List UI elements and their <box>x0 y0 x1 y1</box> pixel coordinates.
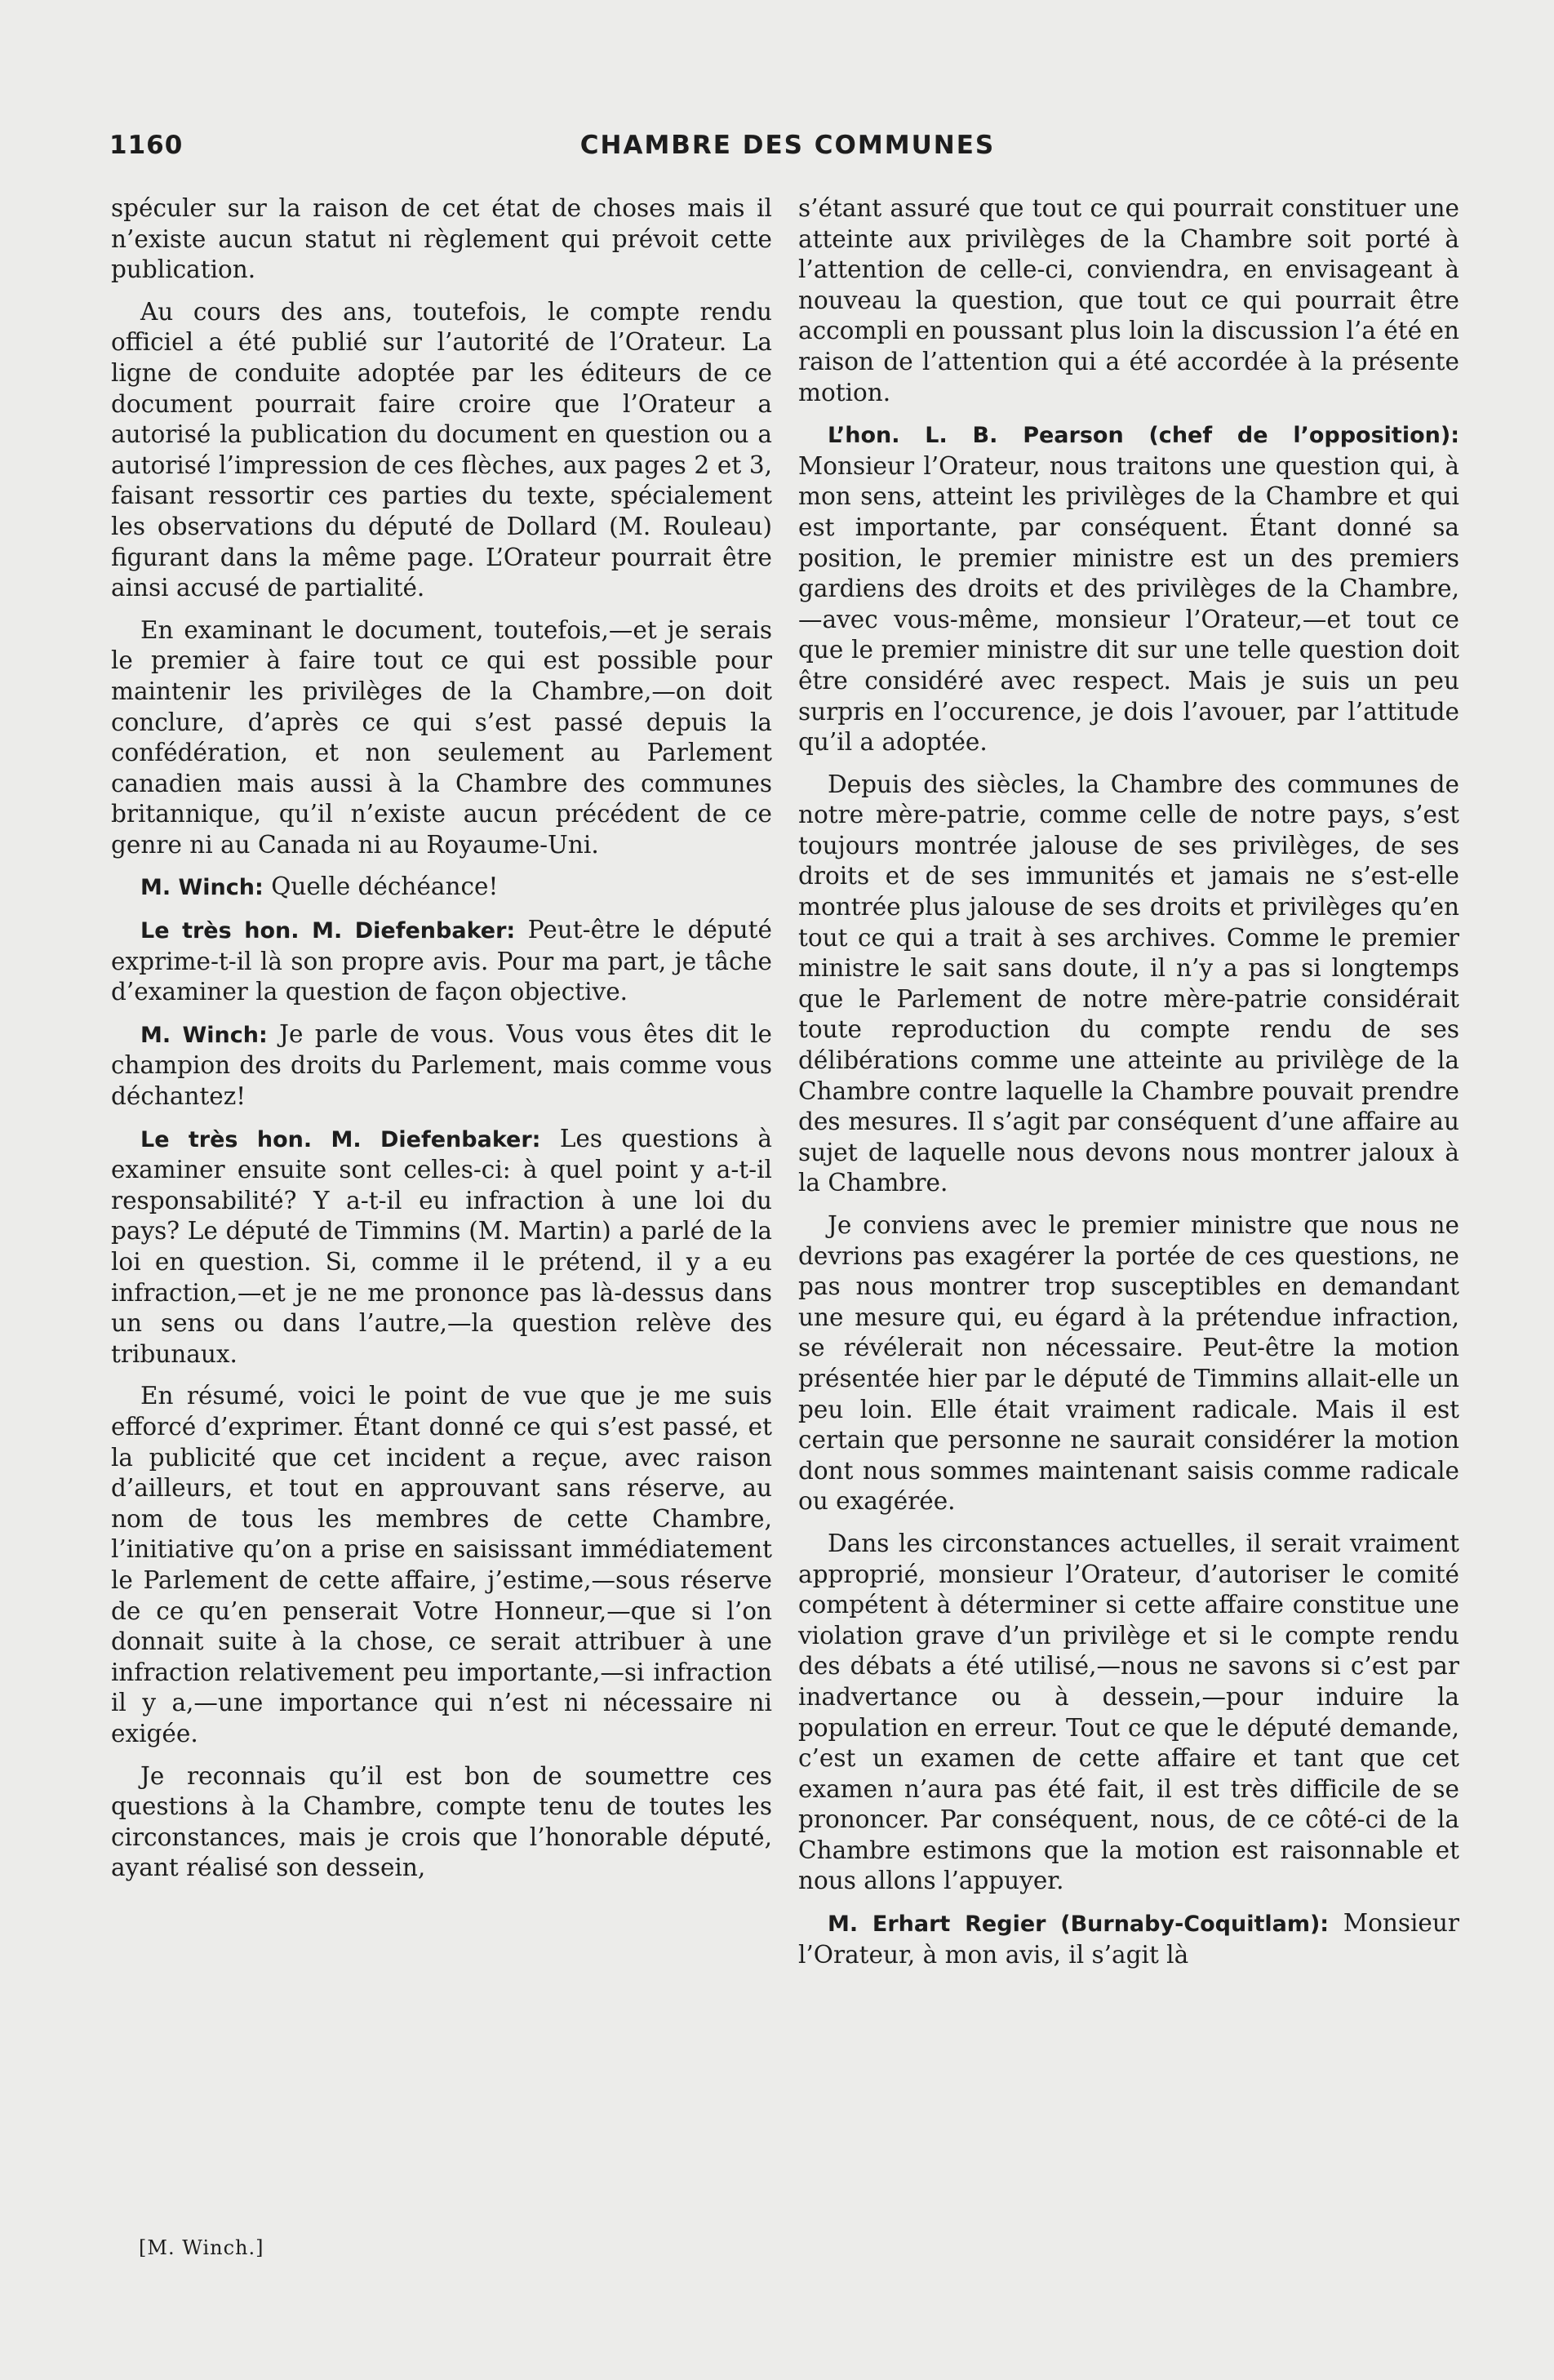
speech <box>798 420 1459 758</box>
speech-text: Je parle de vous. Vous vous êtes dit le champion des droits du Parlement, mais comme vous déchantez! <box>111 1019 772 1111</box>
speech <box>798 1908 1459 1970</box>
speaker-name: Le très hon. M. Diefenbaker: <box>140 1126 541 1152</box>
paragraph-text: Je reconnais qu’il est bon de soumettre ces questions à la Chambre, compte tenu de toutes les circonstances, mais je crois que l’honorable député, ayant réalisé son dessein, <box>111 1761 772 1882</box>
speech-text: Quelle déchéance! <box>271 873 499 901</box>
page-number: 1160 <box>109 131 184 160</box>
paragraph <box>798 770 1459 1199</box>
paragraph <box>111 615 772 861</box>
paragraph <box>111 297 772 604</box>
paragraph <box>111 193 772 286</box>
speech <box>111 1019 772 1112</box>
speaker-name: M. Winch: <box>140 1022 268 1048</box>
right-column <box>798 193 1459 1982</box>
speaker-name: Le très hon. M. Diefenbaker: <box>140 918 516 944</box>
paragraph-text: Dans les circonstances actuelles, il serait vraiment approprié, monsieur l’Orateur, d’autoriser le comité compétent à déterminer si cette affaire constitue une violation grave d’un privilège et si le compte rendu des débats a été utilisé,—nous ne savons si c’est par inadvertance ou à dessein,—pour induire la population en erreur. Tout ce que le député demande, c’est un examen de cette affaire et tant que cet examen n’aura pas été fait, il est très difficile de se prononcer. Par conséquent, nous, de ce côté-ci de la Chambre estimons que la motion est raisonnable et nous allons l’appuyer. <box>798 1529 1459 1895</box>
paragraph-text: Au cours des ans, toutefois, le compte rendu officiel a été publié sur l’autorité de l’Orateur. La ligne de conduite adoptée par les éditeurs de ce document pourrait faire croire que l’Orateur a autorisé la publication du document en question ou a autorisé l’impression de ces flèches, aux pages 2 et 3, faisant ressortir ces parties du texte, spécialement les observations du député de Dollard (M. Rouleau) figurant dans la même page. L’Orateur pourrait être ainsi accusé de partialité. <box>111 297 772 602</box>
paragraph <box>798 1529 1459 1897</box>
paragraph <box>111 1381 772 1749</box>
paragraph-text: En résumé, voici le point de vue que je me suis efforcé d’exprimer. Étant donné ce qui s’est passé, et la publicité que cet incident a reçue, avec raison d’ailleurs, et tout en approuvant sans réserve, au nom de tous les membres de cette Chambre, l’initiative qu’on a prise en saisissant immédiatement le Parlement de cette affaire, j’estime,—sous réserve de ce qu’en penserait Votre Honneur,—que si l’on donnait suite à la chose, ce serait attribuer à une infraction relativement peu importante,—si infraction il y a,—une importance qui n’est ni nécessaire ni exigée. <box>111 1382 772 1747</box>
paragraph <box>798 193 1459 408</box>
speech-text: Monsieur l’Orateur, à mon avis, il s’agit là <box>798 1909 1459 1969</box>
speaker-name: L’hon. L. B. Pearson (chef de l’opposition): <box>828 423 1459 449</box>
paragraph-text: En examinant le document, toutefois,—et je serais le premier à faire tout ce qui est possible pour maintenir les privilèges de la Chambre,—on doit conclure, d’après ce qui s’est passé depuis la confédération, et non seulement au Parlement canadien mais aussi à la Chambre des communes britannique, qu’il n’existe aucun précédent de ce genre ni au Canada ni au Royaume-Uni. <box>111 615 772 859</box>
running-head <box>109 131 1466 163</box>
speech <box>111 872 772 904</box>
speaker-name: M. Winch: <box>140 875 264 901</box>
paragraph <box>111 1761 772 1884</box>
speech <box>111 1124 772 1370</box>
speech <box>111 915 772 1008</box>
speaker-name: M. Erhart Regier (Burnaby-Coquitlam): <box>828 1912 1330 1938</box>
paragraph-text: Je conviens avec le premier ministre que nous ne devrions pas exagérer la portée de ces questions, ne pas nous montrer trop susceptibles en demandant une mesure qui, eu égard à la prétendue infraction, se révélerait non nécessaire. Peut-être la motion présentée hier par le député de Timmins allait-elle un peu loin. Elle était vraiment radicale. Mais il est certain que personne ne saurait considérer la motion dont nous sommes maintenant saisis comme radicale ou exagérée. <box>798 1211 1459 1516</box>
paragraph-text: s’étant assuré que tout ce qui pourrait constituer une atteinte aux privilèges de la Chambre soit porté à l’attention de celle-ci, conviendra, en envisageant à nouveau la question, que tout ce qui pourrait être accompli en poussant plus loin la discussion l’a été en raison de l’attention qui a été accordée à la présente motion. <box>798 194 1459 406</box>
left-column <box>111 193 772 1895</box>
speaker-attribution: [M. Winch.] <box>139 2236 264 2259</box>
paragraph-text: spéculer sur la raison de cet état de choses mais il n’existe aucun statut ni règlement qui prévoit cette publication. <box>111 194 772 284</box>
speech-text: Les questions à examiner ensuite sont celles-ci: à quel point y a-t-il responsabilité? Y a-t-il eu infraction à une loi du pays? Le député de Timmins (M. Martin) a parlé de la loi en question. Si, comme il le prétend, il y a eu infraction,—et je ne me prononce pas là-dessus dans un sens ou dans l’autre,—la question relève des tribunaux. <box>111 1124 772 1368</box>
journal-title: CHAMBRE DES COMMUNES <box>579 131 996 160</box>
speech-text: Peut-être le député exprime-t-il là son propre avis. Pour ma part, je tâche d’examiner la question de façon objective. <box>111 916 772 1006</box>
speech-text: Monsieur l’Orateur, nous traitons une question qui, à mon sens, atteint les privilèges de la Chambre et qui est importante, par conséquent. Étant donné sa position, le premier ministre est un des premiers gardiens des droits et des privilèges de la Chambre,—avec vous-même, monsieur l’Orateur,—et tout ce que le premier ministre dit sur une telle question doit être considéré avec respect. Mais je suis un peu surpris en l’occurence, je dois l’avouer, par l’attitude qu’il a adoptée. <box>798 451 1459 757</box>
paragraph-text: Depuis des siècles, la Chambre des communes de notre mère-patrie, comme celle de notre pays, s’est toujours montrée jalouse de ses privilèges, de ses droits et de ses immunités et jamais ne s’est-elle montrée plus jalouse de ses droits et privilèges qu’en tout ce qui a trait à ses archives. Comme le premier ministre le sait sans doute, il n’y a pas si longtemps que le Parlement de notre mère-patrie considérait toute reproduction du compte rendu de ses délibérations comme une atteinte au privilège de la Chambre contre laquelle la Chambre pouvait prendre des mesures. Il s’agit par conséquent d’une affaire au sujet de laquelle nous devons nous montrer jaloux à la Chambre. <box>798 770 1459 1197</box>
paragraph <box>798 1210 1459 1517</box>
